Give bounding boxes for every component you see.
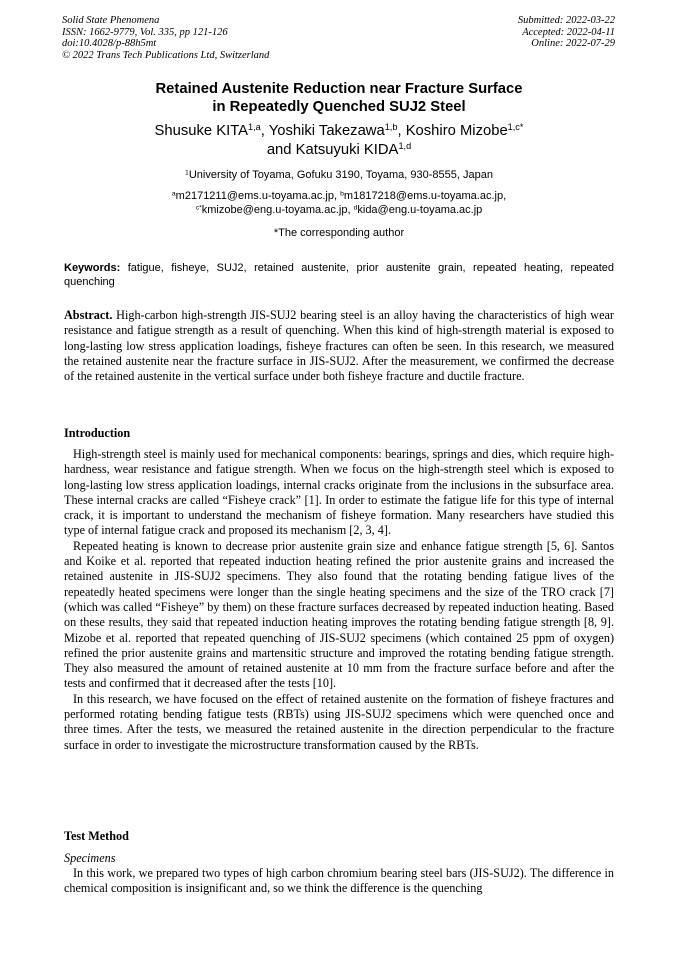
email-a[interactable]: m2171211@ems.u-toyama.ac.jp (175, 190, 334, 202)
author-name: Katsuyuki KIDA (295, 141, 399, 158)
journal-doi: doi:10.4028/p-88h5mt (62, 38, 157, 50)
affiliation-text: University of Toyama, Gofuku 3190, Toyama, 930-8555, Japan (188, 169, 493, 181)
keywords-label: Keywords: (64, 262, 121, 274)
paper-title (0, 80, 678, 116)
affiliation (0, 168, 678, 182)
journal-name: Solid State Phenomena (62, 15, 160, 26)
email-c[interactable]: kmizobe@eng.u-toyama.ac.jp (201, 204, 348, 216)
email-sup: d (353, 204, 358, 212)
journal-copyright: © 2022 Trans Tech Publications Ltd, Switzerland (62, 49, 270, 61)
paragraph: In this research, we have focused on the effect of retained austenite on the formation of fisheye fractures and performed rotating bending fatigue tests (RBTs) using JIS-SUJ2 specimens which were quenched once and three times. After the tests, we measured the retained austenite in the direction perpendicular to the fracture surface in order to investigate the microstructure transformation caused by the RBTs. (64, 691, 614, 752)
section-heading-test-method: Test Method (64, 829, 129, 843)
affiliation-sup: 1 (185, 169, 189, 177)
paragraph: In this work, we prepared two types of high carbon chromium bearing steel bars (JIS-SUJ2). The difference in chemical composition is insignificant and, so we think the difference is the quenching (64, 866, 614, 896)
abstract-label: Abstract. (64, 308, 113, 322)
author-sup: 1,c* (507, 121, 524, 132)
paragraph: High-strength steel is mainly used for mechanical components: bearings, springs and dies, which require high-hardness, wear resistance and fatigue strength. When we focus on the high-strength steel which is exposed to long-lasting low stress application loadings, internal cracks originate from the inclusions in the subsurface area. These internal cracks are called “Fisheye crack” [1]. In order to estimate the fatigue life for this type of internal crack, it is important to understand the mechanism of fisheye formation. Many researchers have studied this type of internal fatigue crack and proposed its mechanism [2, 3, 4]. (64, 447, 614, 538)
paragraph: Repeated heating is known to decrease prior austenite grain size and enhance fatigue strength [5, 6]. Santos and Koike et al. reported that repeated induction heating refined the prior austenite grains and increased the retained austenite in JIS-SUJ2 specimens. They also found that the rotating bending fatigue lives of the repeatedly heated specimens were longer than the single heating specimens and the size of the TRO crack [7] (which was called “Fisheye” by them) on these fracture surfaces decreased by repeated induction heating. Based on these results, they said that repeated induction heating improves the rotating bending fatigue strength [8, 9]. Mizobe et al. reported that repeated quenching of JIS-SUJ2 specimens (which contained 25 ppm of oxygen) refined the prior austenite grains and martensitic structure and improved the rotating bending fatigue strength. They also measured the amount of retained austenite at 10 mm from the fracture surface before and after the tests and confirmed that it decreased after the tests [10]. (64, 538, 614, 691)
email-sup: c* (195, 204, 202, 212)
accepted-date: Accepted: 2022-04-11 (522, 26, 615, 38)
submitted-date: Submitted: 2022-03-22 (517, 15, 615, 26)
author-emails (0, 189, 678, 217)
keywords-text: fatigue, fisheye, SUJ2, retained austenite, prior austenite grain, repeated heating, repeated quenching (64, 262, 614, 288)
email-sup: b (340, 190, 344, 198)
corresponding-author-note: *The corresponding author (273, 227, 405, 239)
author-line-2 (0, 141, 678, 160)
author-list (0, 122, 678, 159)
journal-issn: ISSN: 1662-9779, Vol. 335, pp 121-126 (62, 26, 228, 38)
author-separator: , (260, 123, 269, 139)
abstract-text: High-carbon high-strength JIS-SUJ2 bearing steel is an alloy having the characteristics of high wear resistance and fatigue strength as a result of quenching. When this kind of high-strength material is exposed to long-lasting low stress application loadings, fisheye fractures can often be seen. In this research, we measured the retained austenite near the fracture surface in JIS-SUJ2. After the measurement, we confirmed the decrease of the retained austenite in the vertical surface under both fisheye fracture and ductile fracture. (64, 308, 614, 384)
title-line-2: in Repeatedly Quenched SUJ2 Steel (212, 99, 466, 115)
author-line-1 (0, 122, 678, 141)
specimens-body (64, 866, 614, 897)
subsection-heading-specimens: Specimens (64, 851, 116, 865)
author-separator: , (397, 123, 406, 139)
email-b[interactable]: m1817218@ems.u-toyama.ac.jp (343, 190, 504, 202)
keywords (64, 261, 614, 289)
introduction-body (64, 447, 614, 753)
abstract (64, 308, 614, 384)
email-line-1: $^a$m2171211@ems.u-toyama.ac.jp, $^b$m1817218@ems.u-toyama.ac.jp, (171, 190, 507, 202)
author-name: Shusuke KITA (154, 123, 249, 139)
author-sup: 1,b (384, 121, 398, 132)
section-heading-introduction: Introduction (64, 426, 131, 440)
author-conjunction: and (266, 141, 296, 158)
title-line-1: Retained Austenite Reduction near Fracture Surface (155, 81, 523, 97)
author-name: Koshiro Mizobe (405, 123, 508, 139)
online-date: Online: 2022-07-29 (531, 38, 615, 50)
author-name: Yoshiki Takezawa (268, 123, 385, 139)
journal-header (62, 15, 269, 61)
author-sup: 1,a (248, 121, 261, 132)
email-sup: a (171, 190, 176, 198)
author-sup: 1,d (398, 140, 412, 151)
submission-dates (518, 15, 615, 50)
email-d[interactable]: kida@eng.u-toyama.ac.jp (357, 204, 483, 216)
email-line-2: $^{c*}$kmizobe@eng.u-toyama.ac.jp, $^d$kida@eng.u-toyama.ac.jp (195, 204, 483, 216)
